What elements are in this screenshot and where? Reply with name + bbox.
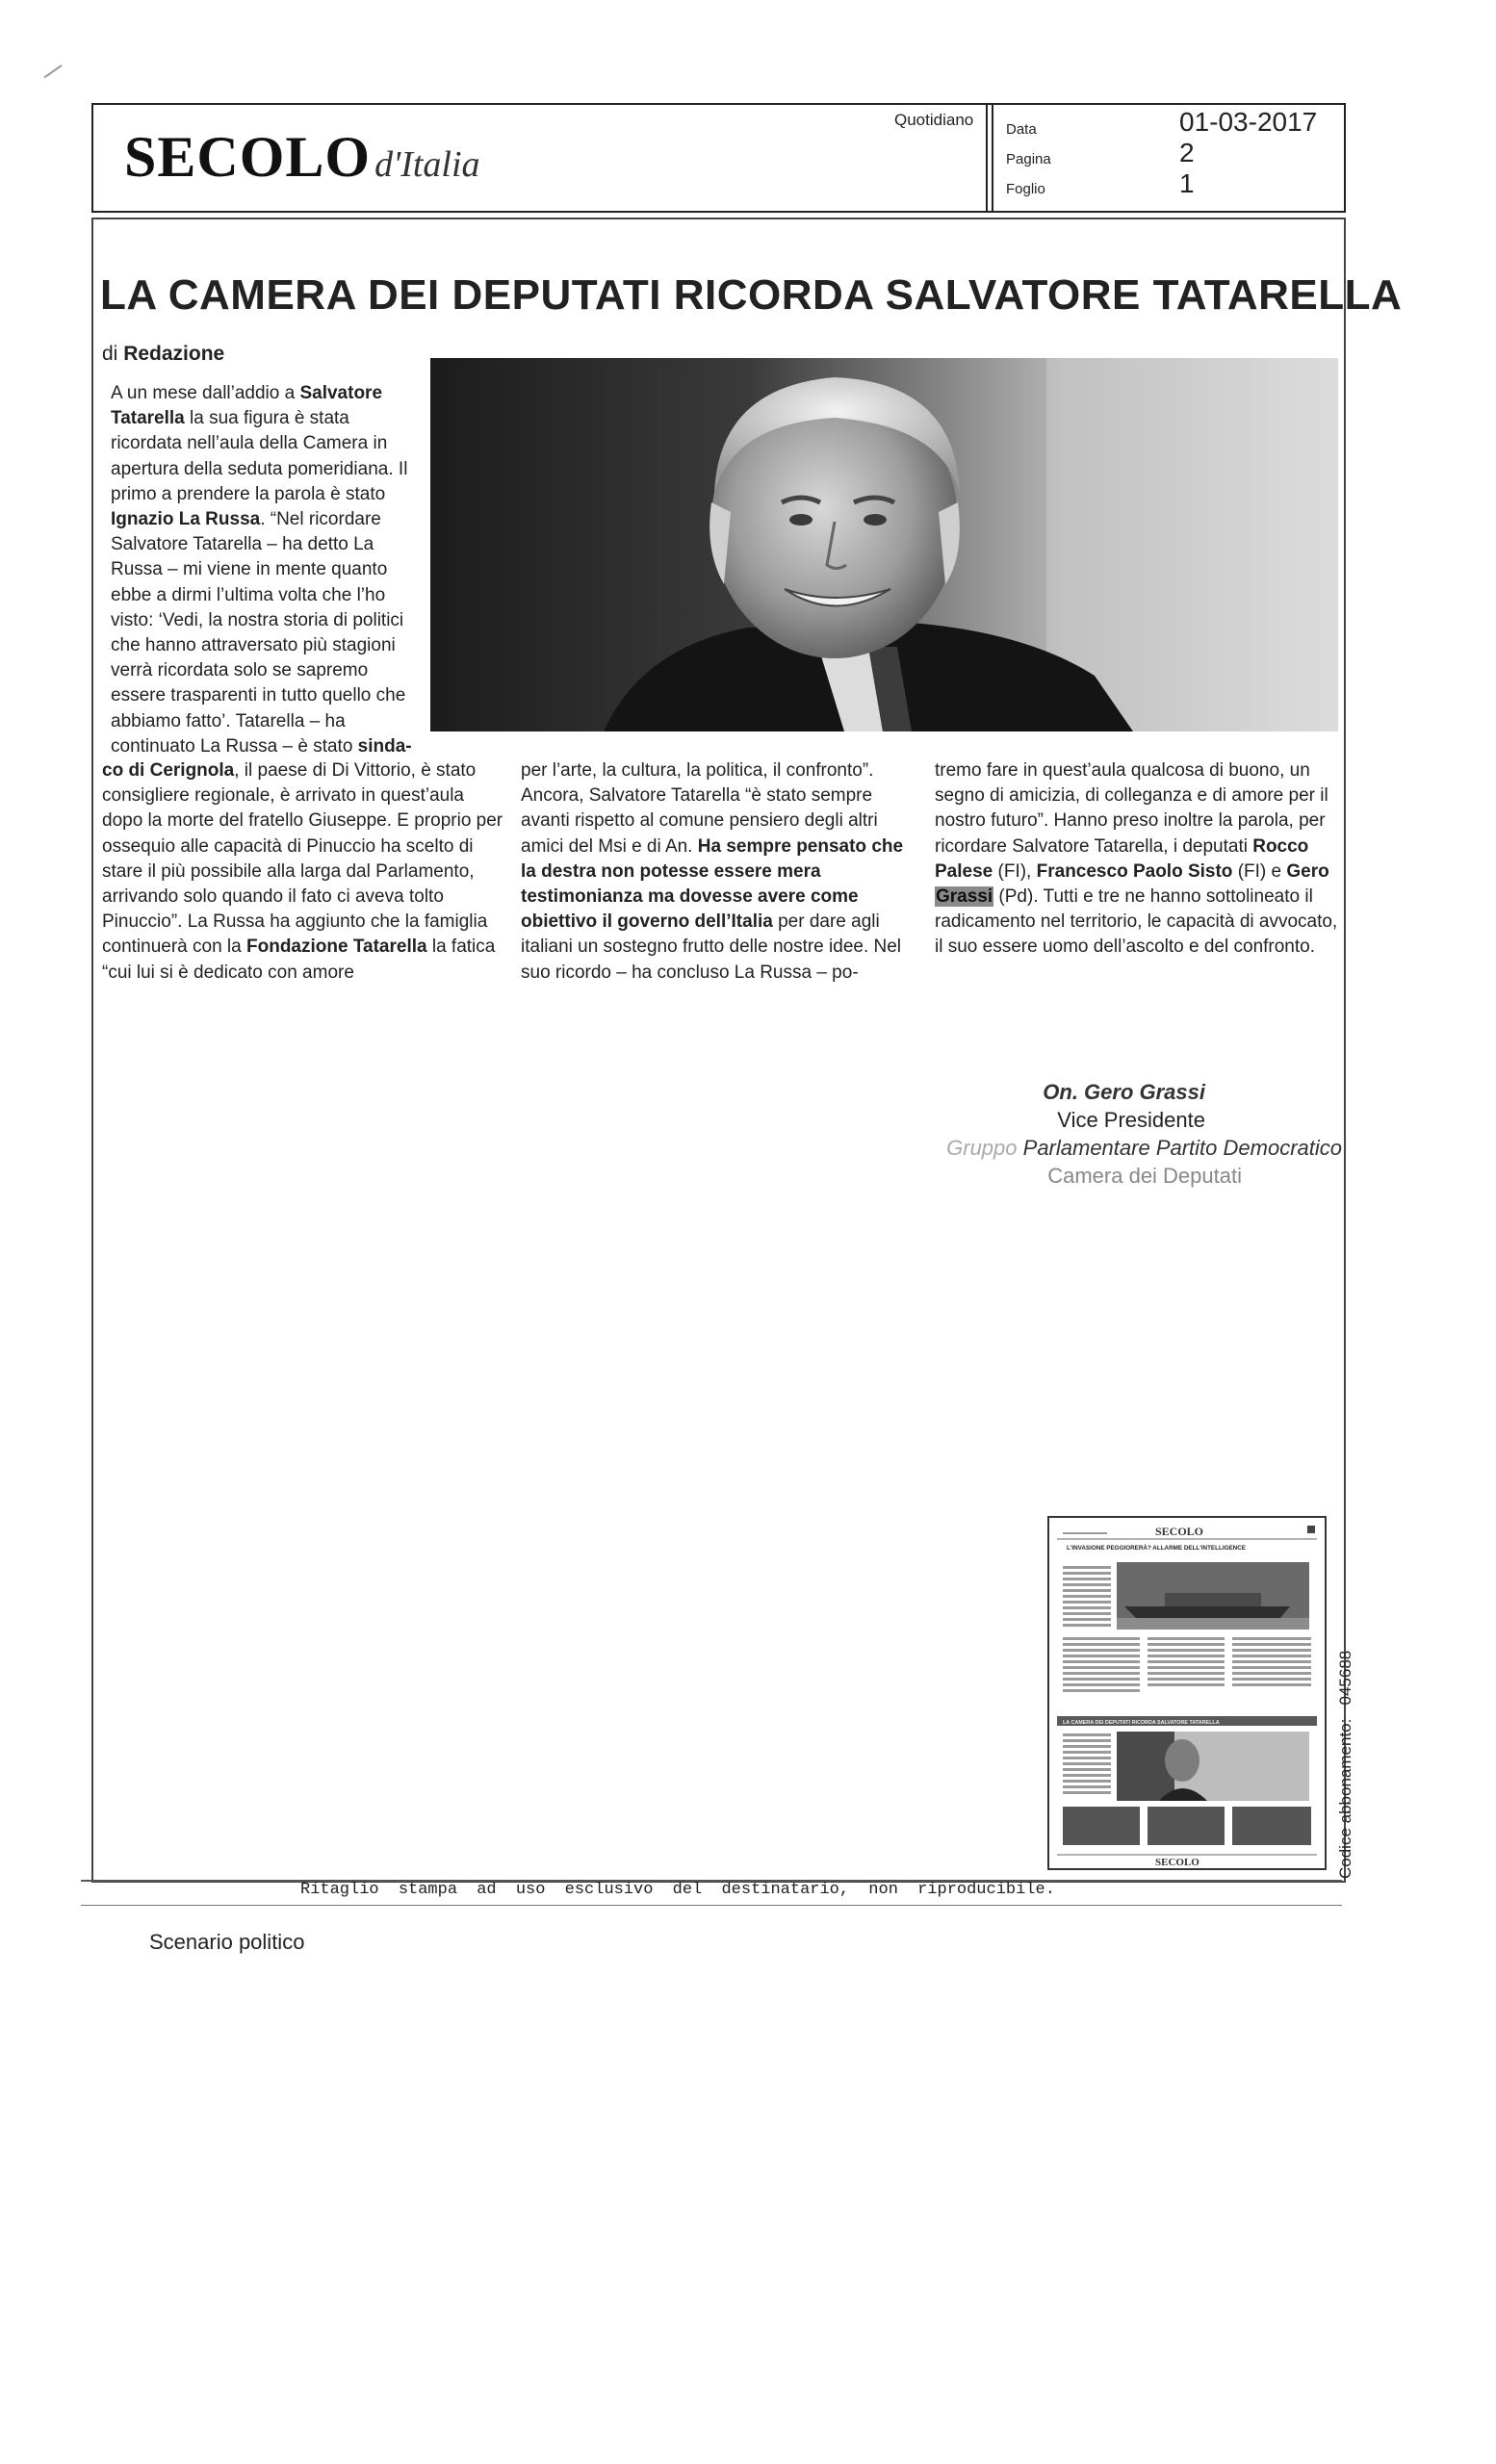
data-label: Data (1006, 121, 1037, 138)
data-value: 01-03-2017 (1179, 107, 1318, 137)
byline-author: Redazione (123, 343, 225, 365)
article-headline: LA CAMERA DEI DEPUTATI RICORDA SALVATORE TATARELLA (100, 271, 1403, 319)
signature-chamber: Camera dei Deputati (1047, 1164, 1242, 1188)
pagina-value: 2 (1179, 138, 1195, 167)
section-label: Scenario politico (149, 1930, 305, 1954)
subscription-code-value: 045688 (1336, 1650, 1354, 1706)
foglio-label: Foglio (1006, 181, 1045, 197)
signature-name: On. Gero Grassi (1043, 1080, 1205, 1104)
subscription-code-label: Codice abbonamento: (1336, 1718, 1354, 1879)
signature-group-faded: Gruppo (946, 1136, 1018, 1160)
thumb-second-headline: LA CAMERA DEI DEPUTATI RICORDA SALVATORE TATARELLA (1063, 1720, 1220, 1726)
clipping-disclaimer: Ritaglio stampa ad uso esclusivo del destinatario, non riproducibile. (300, 1881, 1055, 1899)
header-divider (992, 105, 993, 211)
article-column-3: tremo fare in quest’aula qualcosa di buono, un segno di amicizia, di colleganza e di amore per il nostro futuro”. Hanno preso inoltre la parola, per ricordare Salvatore Tatarella, i deputati Rocco Palese (FI), Francesco Paolo Sisto (FI) e Gero Grassi (Pd). Tutti e tre ne hanno sottolineato il radicamento nel territorio, le capacità di avvocato, il suo essere uomo dell’ascolto e del confronto. (935, 760, 1338, 958)
pagina-label: Pagina (1006, 151, 1051, 167)
signature-role: Vice Presidente (1057, 1108, 1205, 1132)
header-divider (986, 105, 988, 211)
page-thumbnail-svg (1049, 1518, 1325, 1868)
foglio-value: 1 (1179, 168, 1195, 198)
portrait-photo-svg (430, 358, 1338, 732)
publication-type: Quotidiano (894, 111, 974, 129)
article-byline (102, 343, 224, 366)
meta-labels (1006, 115, 1051, 204)
byline-prefix: di (102, 343, 118, 365)
newspaper-masthead (124, 124, 480, 191)
meta-values (1056, 107, 1345, 199)
scan-mark (43, 64, 69, 90)
thumb-footer-masthead: SECOLO (1155, 1857, 1199, 1868)
portrait-photo (430, 358, 1338, 732)
article-column-1: co di Cerignola, il paese di Di Vittorio, è stato consigliere regionale, è arrivato in quest’aula dopo la morte del fratello Giuseppe. E proprio per ossequio alle capacità di Pinuccio ha scelto di stare il più possibile alla larga dal Parlamento, arrivando solo quando il fato ci aveva tolto Pinuccio”. La Russa ha aggiunto che la famiglia continuerà con la Fondazione Tatarella la fatica “cui lui si è dedicato con amore (102, 760, 503, 983)
page-thumbnail (1047, 1516, 1327, 1870)
masthead-subtitle: d'Italia (374, 144, 480, 185)
signature-block (924, 1078, 1342, 1190)
footer-rule-bottom (81, 1905, 1342, 1906)
thumb-masthead: SECOLO (1155, 1525, 1204, 1538)
subscription-code (1336, 1651, 1355, 1879)
masthead-title: SECOLO (124, 125, 372, 189)
article-intro-column: A un mese dall’addio a Salvatore Tatarella la sua figura è stata ricordata nell’aula della Camera in apertura della seduta pomeridiana. Il primo a prendere la parola è stato Ignazio La Russa. “Nel ricordare Salvatore Tatarella – ha detto La Russa – mi viene in mente quanto ebbe a dirmi l’ultima volta che l’ho visto: ‘Vedi, la nostra storia di politici che hanno attraversato più stagioni verrà ricordata solo se sapremo essere trasparenti in tutto quello che abbiamo fatto’. Tatarella – ha continuato La Russa – è stato sinda- (111, 383, 412, 757)
article-column-2: per l’arte, la cultura, la politica, il confronto”. Ancora, Salvatore Tatarella “è stato sempre avanti rispetto al comune pensiero degli altri amici del Msi e di An. Ha sempre pensato che la destra non potesse essere mera testimonianza ma dovesse avere come obiettivo il governo dell’Italia per dare agli italiani un sostegno frutto delle nostre idee. Nel suo ricordo – ha concluso La Russa – po- (521, 760, 904, 983)
signature-group (924, 1134, 1342, 1162)
signature-group-name: Parlamentare Partito Democratico (1022, 1136, 1342, 1160)
thumb-headline: L'INVASIONE PEGGIORERÀ? ALLARME DELL'INTELLIGENCE (1067, 1545, 1246, 1552)
document-header (91, 103, 1346, 213)
